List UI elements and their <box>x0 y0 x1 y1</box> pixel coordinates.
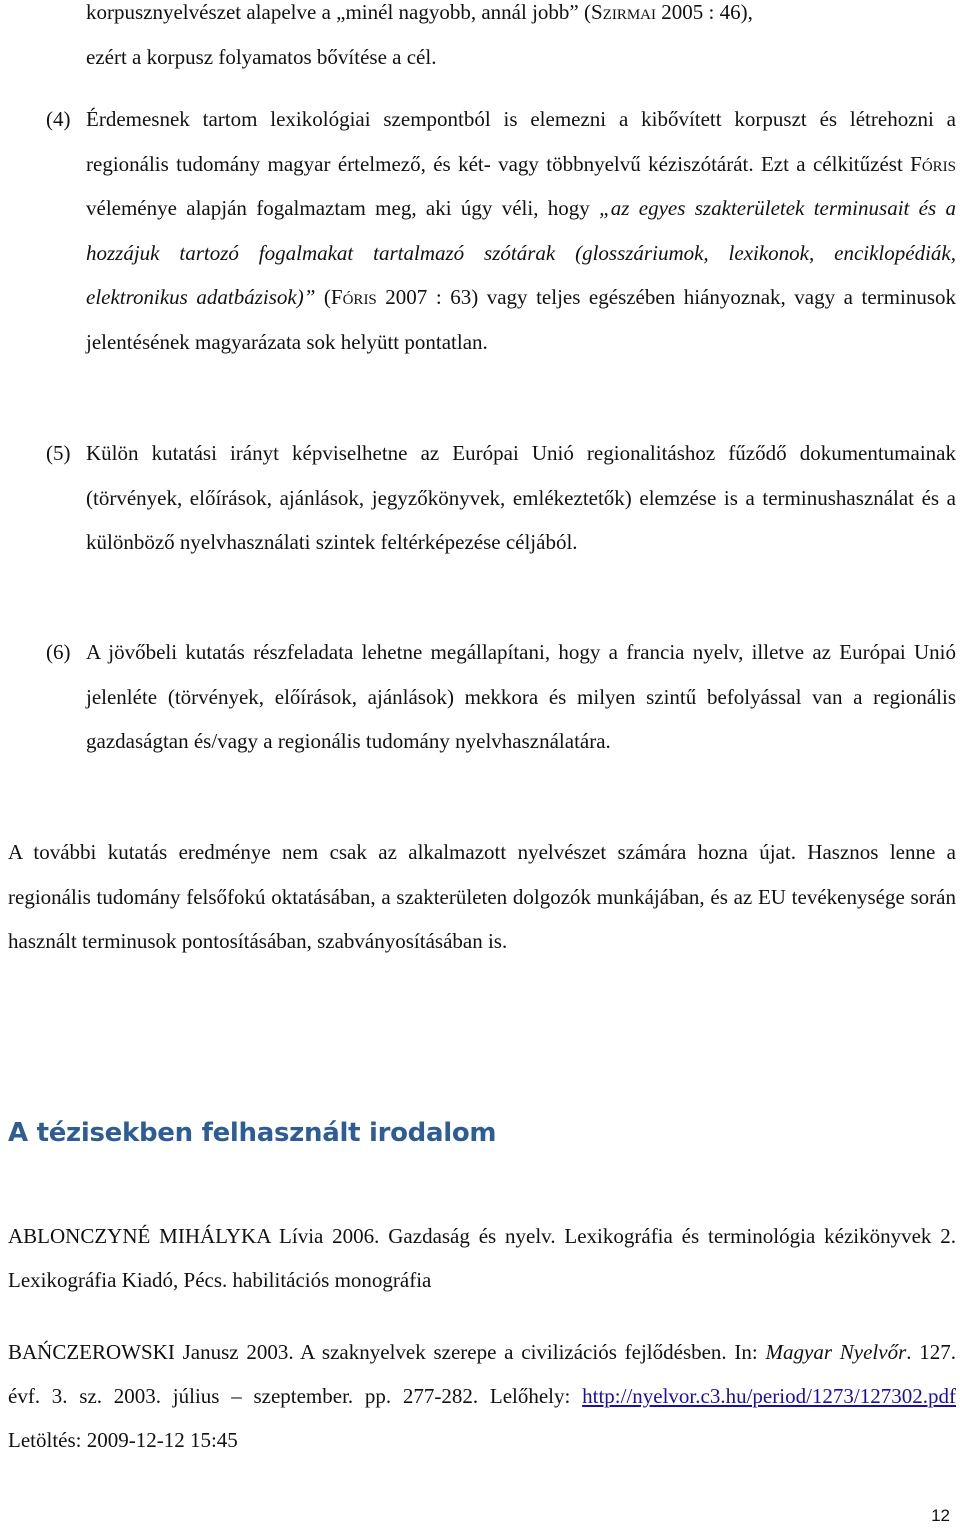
author-foris: Fóris <box>910 151 956 176</box>
ref2-text-a: BAŃCZEROWSKI Janusz 2003. A szaknyelvek szerepe a civilizációs fejlődésben. In: <box>8 1340 766 1364</box>
list-item-3-continuation <box>46 0 956 79</box>
list-item-6 <box>46 630 956 764</box>
item4-text-c: ( <box>315 285 331 309</box>
item3-line1-b: 2005 : 46), <box>656 0 753 24</box>
author-szirmai: Szirmai <box>590 0 656 24</box>
reference-ablonczyne: ABLONCZYNÉ MIHÁLYKA Lívia 2006. Gazdaság és nyelv. Lexikográfia és terminológia kézikönyvek 2. Lexikográfia Kiadó, Pécs. habilitációs monográfia <box>8 1224 956 1292</box>
journal-title: Magyar Nyelvőr <box>765 1340 907 1364</box>
ref2-text-b: . 127. évf. 3. sz. 2003. július – szeptember. pp. 277-282. Lelőhely: <box>8 1340 957 1408</box>
item5-text: Külön kutatási irányt képviselhetne az Európai Unió regionalitáshoz fűződő dokumentumainak (törvények, előírások, ajánlások, jegyzőkönyvek, emlékeztetők) elemzése is a terminushasználat és a különböző nyelvhasználati szintek feltérképezése céljából. <box>86 441 956 554</box>
source-link[interactable]: http://nyelvor.c3.hu/period/1273/127302.pdf <box>582 1384 956 1408</box>
item4-text-a: Érdemesnek tartom lexikológiai szempontból is elemezni a kibővített korpuszt és létrehozni a regionális tudomány magyar értelmező, és két- vagy többnyelvű kéziszótárát. Ezt a célkitűzést <box>86 107 956 176</box>
page-number: 12 <box>931 1506 950 1525</box>
section-heading: A tézisekben felhasznált irodalom <box>8 1118 497 1148</box>
list-number: (6) <box>46 640 71 664</box>
list-item-5 <box>46 431 956 565</box>
item6-text: A jövőbeli kutatás részfeladata lehetne megállapítani, hogy a francia nyelv, illetve az Európai Unió jelenléte (törvények, előírások, ajánlások) mekkora és milyen szintű befolyással van a regionális gazdaságtan és/vagy a regionális tudomány nyelvhasználatára. <box>86 640 956 753</box>
reference-banczerowski <box>8 1330 956 1462</box>
author-foris-2: Fóris <box>330 285 377 309</box>
list-number: (4) <box>46 107 71 131</box>
list-number: (5) <box>46 441 71 465</box>
item3-line1-a: korpusznyelvészet alapelve a „minél nagyobb, annál jobb” ( <box>86 0 591 24</box>
item4-text-b: véleménye alapján fogalmaztam meg, aki úgy véli, hogy <box>86 196 600 220</box>
list-item-4 <box>46 97 956 364</box>
item4-quote: „az egyes szakterületek terminusait és a hozzájuk tartozó fogalmakat tartalmazó szótárak (glosszáriumok, lexikonok, enciklopédiák, elektronikus adatbázisok)” <box>86 196 957 309</box>
item3-line2: ezért a korpusz folyamatos bővítése a cél. <box>86 44 437 69</box>
ref2-text-c: Letöltés: 2009-12-12 15:45 <box>8 1428 238 1452</box>
item4-text-d: 2007 : 63) vagy teljes egészében hiányoznak, vagy a terminusok jelentésének magyarázata sok helyütt pontatlan. <box>86 285 957 354</box>
closing-paragraph: A további kutatás eredménye nem csak az alkalmazott nyelvészet számára hozna újat. Hasznos lenne a regionális tudomány felsőfokú oktatásában, a szakterületen dolgozók munkájában, és az EU tevékenysége során használt terminusok pontosításában, szabványosításában is. <box>8 840 956 953</box>
